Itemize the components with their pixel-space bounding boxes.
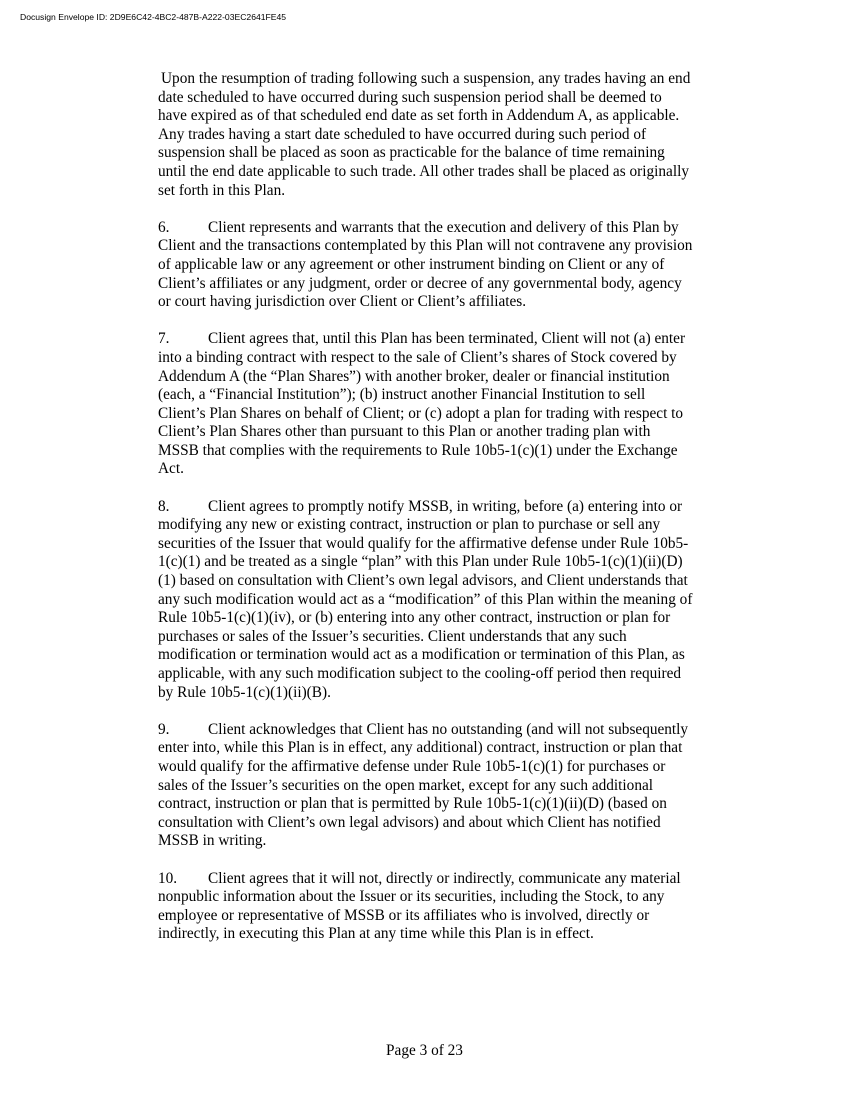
docusign-envelope-id: Docusign Envelope ID: 2D9E6C42-4BC2-487B-A222-03EC2641FE45 — [20, 12, 287, 22]
paragraph-number: 8. — [158, 497, 170, 515]
paragraph-9 — [158, 721, 694, 851]
page-number: Page 3 of 23 — [386, 1042, 463, 1059]
paragraph-text: Upon the resumption of trading following such a suspension, any trades having an end date scheduled to have occurred during such suspension period shall be deemed to have expired as of that scheduled end date as set forth in Addendum A, as applicable. Any trades having a start date scheduled to have occurred during such period of suspension shall be placed as soon as practicable for the balance of time remaining until the end date applicable to such trade. All other trades shall be placed as originally set forth in this Plan. — [158, 70, 691, 199]
paragraph-text: Client agrees to promptly notify MSSB, in writing, before (a) entering into or modifying any new or existing contract, instruction or plan to purchase or sell any securities of the Issuer that would qualify for the affirmative defense under Rule 10b5-1(c)(1) and be treated as a single “plan” with this Plan under Rule 10b5-1(c)(1)(ii)(D)(1) based on consultation with Client’s own legal advisors, and Client understands that any such modification would act as a “modification” of this Plan within the meaning of Rule 10b5-1(c)(1)(iv), or (b) entering into any other contract, instruction or plan for purchases or sales of the Issuer’s securities. Client understands that any such modification or termination would act as a modification or termination of this Plan, as applicable, with any such modification subject to the cooling-off period then required by Rule 10b5-1(c)(1)(ii)(B). — [158, 497, 693, 701]
paragraph-number: 6. — [158, 218, 170, 236]
paragraph-8 — [158, 498, 694, 703]
paragraph-number: 7. — [158, 330, 170, 348]
paragraph-text: Client agrees that it will not, directly or indirectly, communicate any material nonpublic information about the Issuer or its securities, including the Stock, to any employee or representative of MSSB or its affiliates who is involved, directly or indirectly, in executing this Plan at any time while this Plan is in effect. — [158, 869, 681, 943]
paragraph-7 — [158, 330, 694, 479]
paragraph-6 — [158, 219, 694, 312]
paragraph-continuation — [158, 70, 694, 200]
paragraph-text: Client acknowledges that Client has no outstanding (and will not subsequently enter into, while this Plan is in effect, any additional) contract, instruction or plan that would qualify for the affirmative defense under Rule 10b5-1(c)(1) for purchases or sales of the Issuer’s securities on the open market, except for any such additional contract, instruction or plan that is permitted by Rule 10b5-1(c)(1)(ii)(D) (based on consultation with Client’s own legal advisors) and about which Client has notified MSSB in writing. — [158, 720, 689, 850]
paragraph-number: 10. — [158, 869, 178, 887]
paragraph-text: Client agrees that, until this Plan has been terminated, Client will not (a) enter into a binding contract with respect to the sale of Client’s shares of Stock covered by Addendum A (the “Plan Shares”) with another broker, dealer or financial institution (each, a “Financial Institution”); (b) instruct another Financial Institution to sell Client’s Plan Shares on behalf of Client; or (c) adopt a plan for trading with respect to Client’s Plan Shares other than pursuant to this Plan or another trading plan with MSSB that complies with the requirements to Rule 10b5-1(c)(1) under the Exchange Act. — [158, 330, 686, 478]
paragraph-number: 9. — [158, 720, 170, 738]
paragraph-10 — [158, 870, 694, 944]
paragraph-text: Client represents and warrants that the execution and delivery of this Plan by Client and the transactions contemplated by this Plan will not contravene any provision of applicable law or any agreement or other instrument binding on Client or any of Client’s affiliates or any judgment, order or decree of any governmental body, agency or court having jurisdiction over Client or Client’s affiliates. — [158, 218, 693, 311]
document-body — [158, 70, 694, 963]
